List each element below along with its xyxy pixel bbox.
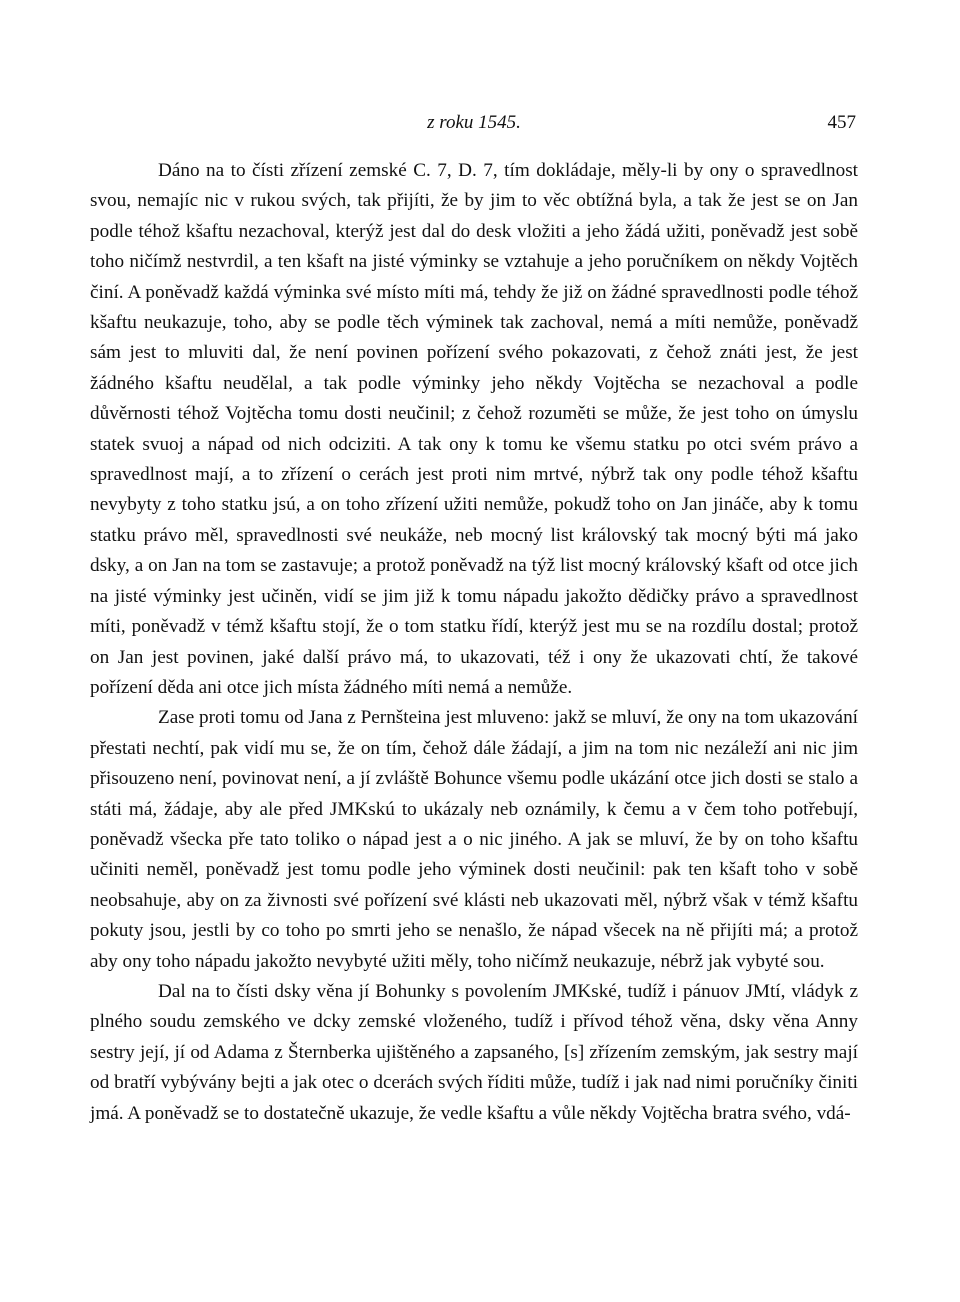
document-page: [90, 112, 858, 1129]
body-text: [90, 156, 858, 1129]
page-number: 457: [827, 112, 856, 133]
paragraph-3: Dal na to čísti dsky věna jí Bohunky s povolením JMKské, tudíž i pánuov JMtí, vládyk z plného soudu zemského ve dcky zemské vloženého, tudíž i přívod téhož věna, dsky věna Anny sestry její, jí od Adama z Šternberka ujištěného a zapsaného, [s] zřízením zemským, jak sestry mají od bratří vybývány bejti a jak otec o dcerách svých říditi může, tudíž i jak nad nimi poručníky činiti jmá. A poněvadž se to dostatečně ukazuje, že vedle kšaftu a vůle někdy Vojtěcha bratra svého, vdá-: [90, 980, 858, 1124]
paragraph-2: Zase proti tomu od Jana z Pernšteina jest mluveno: jakž se mluví, že ony na tom ukazování přestati nechtí, pak vidí mu se, že on tím, čehož dále žádají, a jim na tom nic nezáleží ani nic jim přisouzeno není, povinovat není, a jí zvláště Bohunce všemu podle ukázání otce jich dosti se stalo a státi má, žádaje, aby ale před JMKskú to ukázaly neb oznámily, k čemu a v čem toho potřebují, poněvadž všecka pře tato toliko o nápad jest a o nic jiného. A jak se mluví, že by on toho kšaftu učiniti neměl, poněvadž jest tomu podle jeho výminek dosti neučinil: pak ten kšaft toho v sobě neobsahuje, aby on za živnosti své pořízení své klásti neb ukazovati měl, nýbrž však v témž kšaftu pokuty jsou, jestli by co toho po smrti jeho se nenašlo, že nápad všecek na ně přijíti má; a protož aby ony toho nápadu jakožto nevybyté užiti měly, toho ničímž neukazuje, nébrž jak vybyté sou.: [90, 707, 858, 972]
running-head: [90, 112, 858, 142]
paragraph-1: Dáno na to čísti zřízení zemské C. 7, D. 7, tím dokládaje, měly-li by ony o spravedlnost svou, nemajíc nic v rukou svých, tak přijíti, že by jim to věc obtížná byla, a tak že jest se on Jan podle téhož kšaftu nezachoval, kterýž jest dal do desk vložiti a jeho žádá užiti, poněvadž jest sobě toho ničímž nestvrdil, a ten kšaft na jisté výminky se vztahuje a jeho poručníkem on někdy Vojtěch činí. A poněvadž každá výminka své místo míti má, tehdy že již on žádné spravedlnosti podle téhož kšaftu neukazuje, toho, aby se podle těch výminek tak zachoval, nemá a míti nemůže, poněvadž sám jest to mluviti dal, že není povinen pořízení svého pokazovati, z čehož znáti jest, že jest žádného kšaftu neudělal, a tak podle výminky jeho někdy Vojtěcha se nezachoval a podle důvěrnosti téhož Vojtěcha tomu dosti neučinil; z čehož rozuměti se může, že jest toho on úmyslu statek svuoj a nápad od nich odciziti. A tak ony k tomu ke všemu statku po otci svém právo a spravedlnost mají, a to zřízení o cerách jest proti nim mrtvé, nýbrž tak ony podle téhož kšaftu nevybyty z toho statku jsú, a on toho zřízení užiti nemůže, pokudž toho on Jan jináče, aby k tomu statku právo měl, spravedlnosti své neukáže, neb mocný list královský tak mocný býti má jako dsky, a on Jan na tom se zastavuje; a protož poněvadž na týž list mocný královský kšaft od otce jich na jisté výminky jest učiněn, vidí se jim již k tomu nápadu jakožto dědičky právo a spravedlnost míti, poněvadž v témž kšaftu stojí, že o tom statku řídí, kterýž jest mu se na rozdílu dostal; protož on Jan jest povinen, jaké další právo má, to ukazovati, též i ony že ukazovati chtí, že takové pořízení děda ani otce jich místa žádného míti nemá a nemůže.: [90, 160, 858, 698]
running-title: z roku 1545.: [427, 112, 521, 133]
